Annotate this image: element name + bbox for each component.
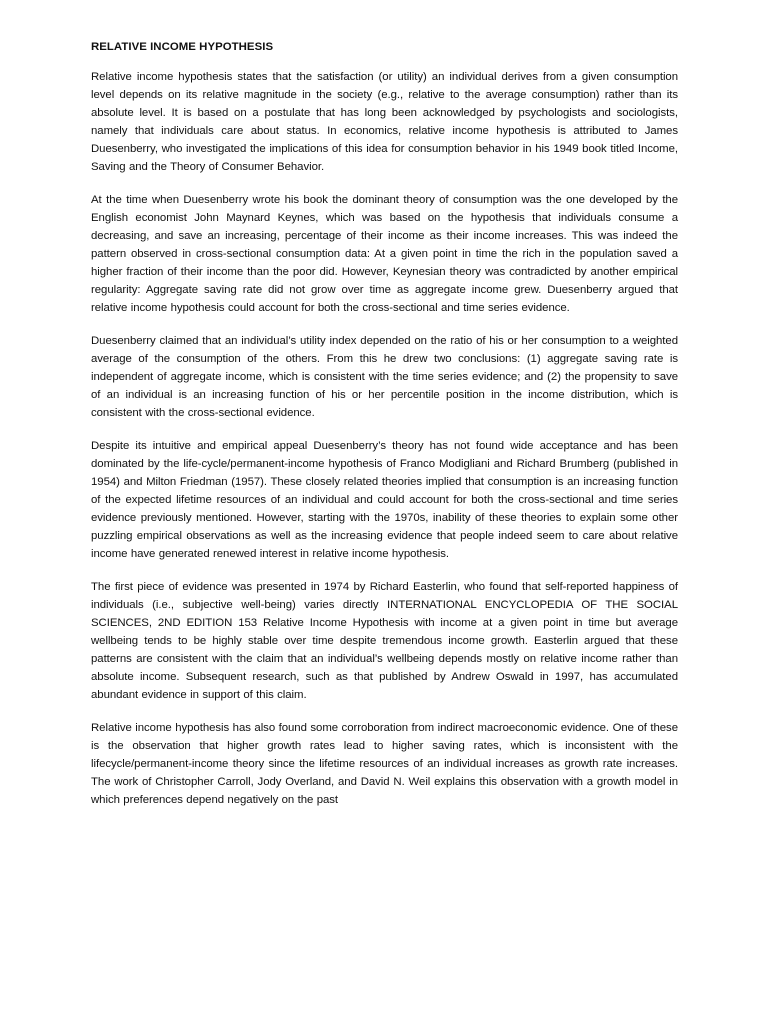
paragraph-5: The first piece of evidence was presented in 1974 by Richard Easterlin, who found that self-reported happiness of individuals (i.e., subjective well-being) varies directly INTERNATIONAL ENCYCLOPEDIA OF THE SOCIAL SCIENCES, 2ND EDITION 153 Relative Income Hypothesis with income at a given point in time but average wellbeing tends to be highly stable over time despite tremendous income growth. Easterlin argued that these patterns are consistent with the claim that an individual’s wellbeing depends mostly on relative income rather than absolute income. Subsequent research, such as that published by Andrew Oswald in 1997, has accumulated abundant evidence in support of this claim.	[91, 581, 678, 701]
document-title: RELATIVE INCOME HYPOTHESIS	[91, 41, 274, 53]
paragraph-3: Duesenberry claimed that an individual’s utility index depended on the ratio of his or her consumption to a weighted average of the consumption of the others. From this he drew two conclusions: (1) aggregate saving rate is independent of aggregate income, which is consistent with the time series evidence; and (2) the propensity to save of an individual is an increasing function of his or her percentile position in the income distribution, which is consistent with the cross-sectional evidence.	[91, 335, 678, 419]
paragraph-4: Despite its intuitive and empirical appeal Duesenberry’s theory has not found wide acceptance and has been dominated by the life-cycle/permanent-income hypothesis of Franco Modigliani and Richard Brumberg (published in 1954) and Milton Friedman (1957). These closely related theories implied that consumption is an increasing function of the expected lifetime resources of an individual and could account for both the cross-sectional and time series evidence previously mentioned. However, starting with the 1970s, inability of these theories to explain some other puzzling empirical observations as well as the increasing evidence that people indeed seem to care about relative income have generated renewed interest in relative income hypothesis.	[91, 440, 678, 560]
paragraph-1: Relative income hypothesis states that the satisfaction (or utility) an individual derives from a given consumption level depends on its relative magnitude in the society (e.g., relative to the average consumption) rather than its absolute level. It is based on a postulate that has long been acknowledged by psychologists and sociologists, namely that individuals care about status. In economics, relative income hypothesis is attributed to James Duesenberry, who investigated the implications of this idea for consumption behavior in his 1949 book titled Income, Saving and the Theory of Consumer Behavior.	[91, 71, 678, 173]
paragraph-6: Relative income hypothesis has also found some corroboration from indirect macroeconomic evidence. One of these is the observation that higher growth rates lead to higher saving rates, which is inconsistent with the lifecycle/permanent-income theory since the lifetime resources of an individual increases as growth rate increases. The work of Christopher Carroll, Jody Overland, and David N. Weil explains this observation with a growth model in which preferences depend negatively on the past	[91, 722, 678, 806]
paragraph-2: At the time when Duesenberry wrote his book the dominant theory of consumption was the one developed by the English economist John Maynard Keynes, which was based on the hypothesis that individuals consume a decreasing, and save an increasing, percentage of their income as their income increases. This was indeed the pattern observed in cross-sectional consumption data: At a given point in time the rich in the population saved a higher fraction of their income than the poor did. However, Keynesian theory was contradicted by another empirical regularity: Aggregate saving rate did not grow over time as aggregate income grew. Duesenberry argued that relative income hypothesis could account for both the cross-sectional and time series evidence.	[91, 194, 678, 314]
document-body	[91, 38, 678, 824]
